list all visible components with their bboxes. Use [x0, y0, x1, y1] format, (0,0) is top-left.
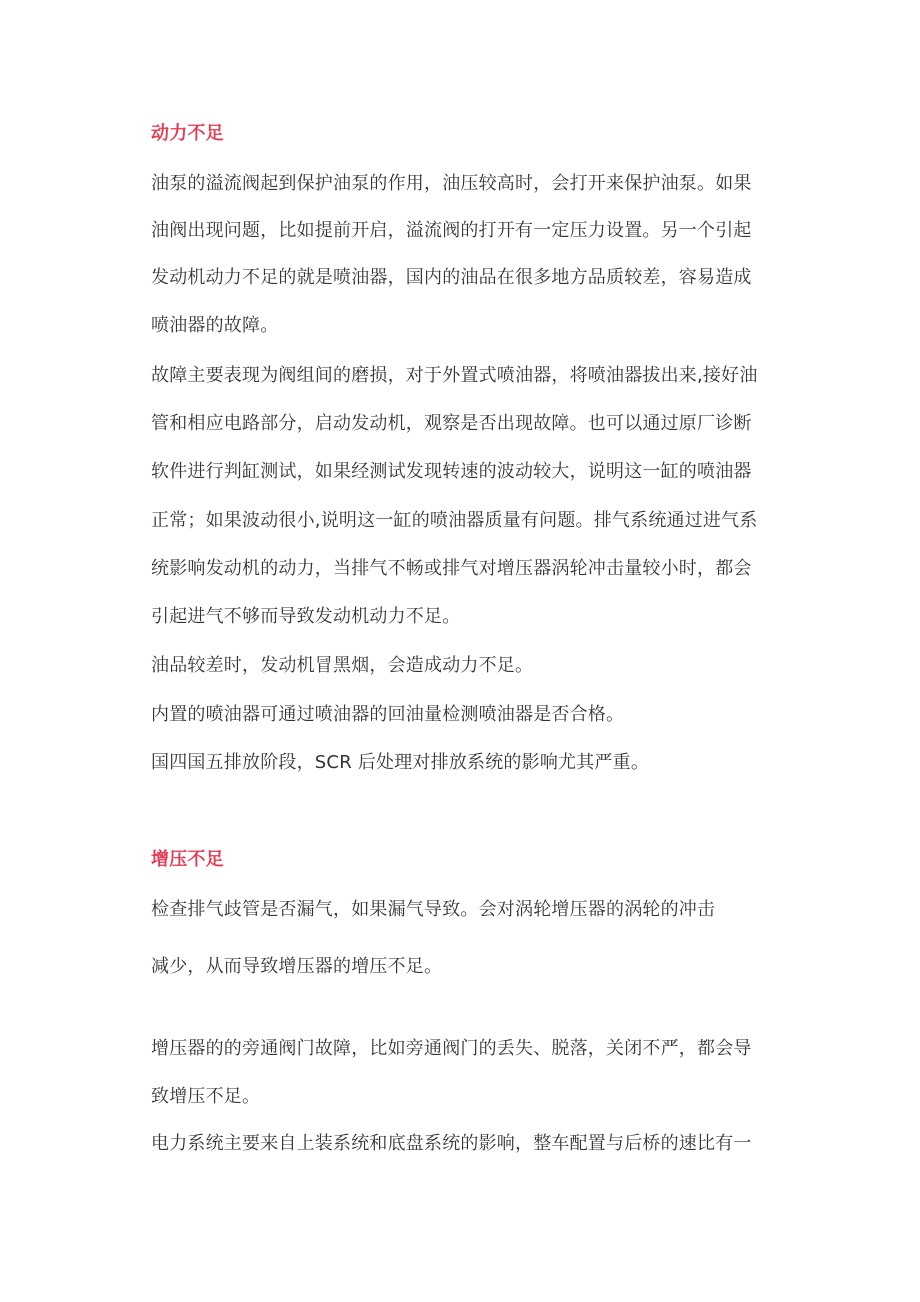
paragraph-line: 油品较差时，发动机冒黑烟，会造成动力不足。 — [151, 655, 534, 676]
paragraph-line: 减少，从而导致增压器的增压不足。 — [151, 956, 443, 977]
paragraph-line: 故障主要表现为阀组间的磨损，对于外置式喷油器，将喷油器拔出来,接好油 — [151, 365, 758, 386]
paragraph-line: 发动机动力不足的就是喷油器，国内的油品在很多地方品质较差，容易造成 — [151, 267, 752, 288]
paragraph-line: 正常；如果波动很小,说明这一缸的喷油器质量有问题。排气系统通过进气系 — [151, 510, 758, 531]
paragraph-line: 软件进行判缸测试，如果经测试发现转速的波动较大，说明这一缸的喷油器 — [151, 461, 752, 482]
paragraph-line: 喷油器的故障。 — [151, 315, 279, 336]
paragraph-line: 引起进气不够而导致发动机动力不足。 — [151, 606, 461, 627]
section-heading-boost: 增压不足 — [151, 849, 224, 870]
paragraph-line: 检查排气歧管是否漏气，如果漏气导致。会对涡轮增压器的涡轮的冲击 — [151, 899, 716, 920]
section-heading-power: 动力不足 — [151, 123, 224, 144]
paragraph-line: 国四国五排放阶段，SCR 后处理对排放系统的影响尤其严重。 — [151, 752, 650, 773]
paragraph-line: 统影响发动机的动力，当排气不畅或排气对增压器涡轮冲击量较小时，都会 — [151, 558, 752, 579]
paragraph-line: 油阀出现问题，比如提前开启，溢流阀的打开有一定压力设置。另一个引起 — [151, 220, 752, 241]
paragraph-line: 管和相应电路部分，启动发动机，观察是否出现故障。也可以通过原厂诊断 — [151, 413, 752, 434]
paragraph-line: 电力系统主要来自上装系统和底盘系统的影响，整车配置与后桥的速比有一 — [151, 1133, 752, 1154]
paragraph-line: 致增压不足。 — [151, 1086, 261, 1107]
paragraph-line: 油泵的溢流阀起到保护油泵的作用，油压较高时，会打开来保护油泵。如果 — [151, 173, 752, 194]
paragraph-line: 增压器的的旁通阀门故障，比如旁通阀门的丢失、脱落，关闭不严，都会导 — [151, 1038, 752, 1059]
paragraph-line: 内置的喷油器可通过喷油器的回油量检测喷油器是否合格。 — [151, 704, 625, 725]
